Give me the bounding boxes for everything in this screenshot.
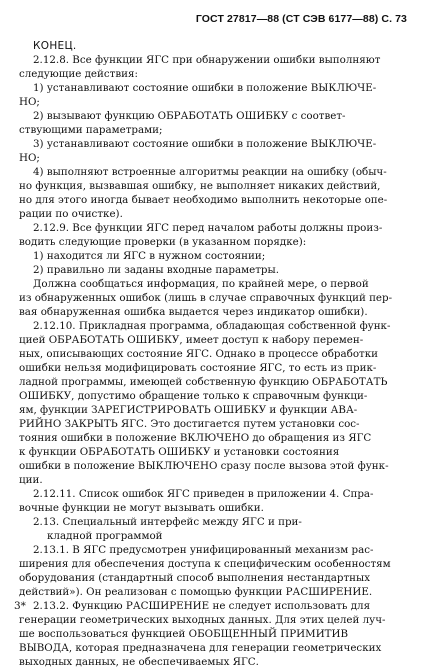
text-line: кладной программой bbox=[47, 530, 163, 542]
text-line: 2) правильно ли заданы входные параметры. bbox=[33, 264, 279, 276]
text-line: из обнаруженных ошибок (лишь в случае справочных функций пер- bbox=[19, 292, 393, 304]
text-line: вочные функции не могут вызывать ошибки. bbox=[19, 502, 264, 514]
text-line: ствующими параметрами; bbox=[19, 124, 163, 136]
text-line: 2.13. Специальный интерфейс между ЯГС и при- bbox=[33, 516, 302, 528]
text-line: ОШИБКУ, допустимо обращение только к справочным функци- bbox=[19, 390, 368, 402]
page-header: ГОСТ 27817—88 (СТ СЭВ 6177—88) С. 73 bbox=[195, 13, 407, 25]
text-line: вая обнаруженная ошибка выдается через индикатор ошибки). bbox=[19, 306, 368, 318]
text-line: ных, описывающих состояние ЯГС. Однако в процессе обработки bbox=[19, 348, 379, 360]
text-line: 2.12.11. Список ошибок ЯГС приведен в приложении 4. Спра- bbox=[33, 488, 374, 500]
text-line: действий»). Он реализован с помощью функции РАСШИРЕНИЕ. bbox=[19, 586, 373, 598]
text-line: 2.12.9. Все функции ЯГС перед началом работы должны произ- bbox=[33, 222, 383, 234]
text-line: ям, функции ЗАРЕГИСТРИРОВАТЬ ОШИБКУ и функции АВА- bbox=[19, 404, 358, 416]
text-line: 1) находится ли ЯГС в нужном состоянии; bbox=[33, 250, 266, 262]
text-line: 4) выполняют встроенные алгоритмы реакции на ошибку (обыч- bbox=[33, 166, 387, 178]
text-line: выходных данных, не обеспечиваемых ЯГС. bbox=[19, 656, 259, 668]
text-line: НО; bbox=[19, 96, 40, 108]
text-line: ВЫВОДА, которая предназначена для генерации геометрических bbox=[19, 642, 382, 654]
text-line: 2.13.2. Функцию РАСШИРЕНИЕ не следует использовать для bbox=[33, 600, 371, 612]
text-line: тояния ошибки в положение ВКЛЮЧЕНО до обращения из ЯГС bbox=[19, 432, 372, 444]
text-line: РИЙНО ЗАКРЫТЬ ЯГС. Это достигается путем установки сос- bbox=[19, 418, 360, 430]
text-line: следующие действия: bbox=[19, 68, 138, 80]
text-line: ошибки нельзя модифицировать состояние ЯГС, то есть из прик- bbox=[19, 362, 377, 374]
text-line: Должна сообщаться информация, по крайней мере, о первой bbox=[33, 278, 369, 290]
text-line: 3) устанавливают состояние ошибки в положение ВЫКЛЮЧЕ- bbox=[33, 138, 377, 150]
document-body bbox=[19, 39, 407, 669]
text-line: но функция, вызвавшая ошибку, не выполняет никаких действий, bbox=[19, 180, 381, 192]
text-line: НО; bbox=[19, 152, 40, 164]
text-line: но для этого иногда бывает необходимо выполнить некоторые опе- bbox=[19, 194, 388, 206]
text-line: генерации геометрических выходных данных. Для этих целей луч- bbox=[19, 614, 386, 626]
text-line: КОНЕЦ. bbox=[33, 40, 77, 52]
text-line: ше воспользоваться функцией ОБОБЩЕННЫЙ ПРИМИТИВ bbox=[19, 628, 349, 640]
text-line: 2.12.10. Прикладная программа, обладающая собственной функ- bbox=[33, 320, 391, 332]
text-line: ошибки в положение ВЫКЛЮЧЕНО сразу после вызова этой функ- bbox=[19, 460, 389, 472]
text-line: 1) устанавливают состояние ошибки в положение ВЫКЛЮЧЕ- bbox=[33, 82, 377, 94]
signature-mark: 3* bbox=[14, 600, 26, 612]
text-line: цией ОБРАБОТАТЬ ОШИБКУ, имеет доступ к набору перемен- bbox=[19, 334, 364, 346]
text-line: ции. bbox=[19, 474, 43, 486]
text-line: 2.12.8. Все функции ЯГС при обнаружении ошибки выполняют bbox=[33, 54, 381, 66]
text-line: рации по очистке). bbox=[19, 208, 123, 220]
text-line: 2) вызывают функцию ОБРАБОТАТЬ ОШИБКУ с соответ- bbox=[33, 110, 346, 122]
text-line: 2.13.1. В ЯГС предусмотрен унифицированный механизм рас- bbox=[33, 544, 374, 556]
text-line: ладной программы, имеющей собственную функцию ОБРАБОТАТЬ bbox=[19, 376, 388, 388]
text-line: водить следующие проверки (в указанном порядке): bbox=[19, 236, 307, 248]
text-line: оборудования (стандартный способ выполнения нестандартных bbox=[19, 572, 371, 584]
text-line: к функции ОБРАБОТАТЬ ОШИБКУ и установки состояния bbox=[19, 446, 340, 458]
text-line: ширения для обеспечения доступа к специфическим особенностям bbox=[19, 558, 391, 570]
